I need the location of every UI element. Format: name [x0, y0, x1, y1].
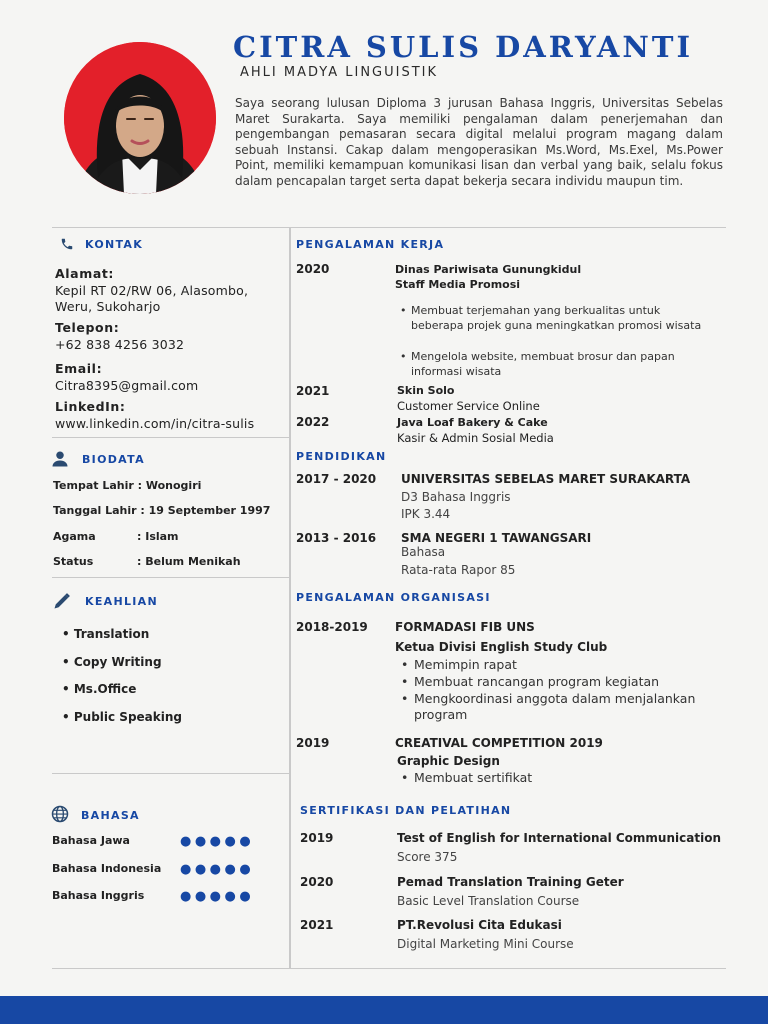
job-bullet: • Membuat terjemahan yang berkualitas untuk beberapa projek guna meningkatkan promosi wisata [400, 304, 702, 332]
cert-desc: Basic Level Translation Course [397, 894, 580, 908]
edu-detail: Rata-rata Rapor 85 [401, 563, 516, 577]
cert-year: 2019 [300, 831, 334, 845]
sertifikasi-heading: SERTIFIKASI DAN PELATIHAN [300, 804, 512, 817]
edu-detail: D3 Bahasa Inggris [401, 490, 511, 504]
column-divider [289, 228, 291, 968]
job-bullet: • Mengelola website, membuat brosur dan papan informasi wisata [400, 350, 675, 378]
profile-photo [64, 42, 216, 194]
telepon-label: Telepon: [55, 320, 120, 335]
biodata-tempat-lahir: Tempat Lahir : Wonogiri [53, 479, 202, 492]
org-bullet: • Mengkoordinasi anggota dalam menjalankan program [401, 691, 696, 722]
cert-title: PT.Revolusi Cita Edukasi [397, 918, 562, 932]
edu-years: 2017 - 2020 [296, 472, 377, 486]
org-bullet: • Membuat rancangan program kegiatan [401, 674, 660, 689]
org-years: 2019 [296, 736, 330, 750]
biodata-heading: BIODATA [82, 453, 145, 466]
divider [52, 968, 726, 969]
language-label: Bahasa Inggris [52, 889, 145, 902]
kerja-heading: PENGALAMAN KERJA [296, 238, 445, 251]
job-org: Skin Solo [397, 384, 455, 397]
job-position: Customer Service Online [397, 399, 540, 413]
telepon-value: +62 838 4256 3032 [55, 337, 185, 352]
language-level-dots: ●●●●● [180, 889, 255, 904]
email-label: Email: [55, 361, 103, 376]
org-bullet: • Membuat sertifikat [401, 770, 533, 785]
job-position: Kasir & Admin Sosial Media [397, 431, 554, 445]
job-org: Java Loaf Bakery & Cake [397, 416, 548, 429]
job-year: 2021 [296, 384, 330, 398]
keahlian-heading: KEAHLIAN [85, 595, 158, 608]
org-role: Ketua Divisi English Study Club [395, 640, 608, 654]
alamat-line2: Weru, Sukoharjo [55, 299, 161, 314]
edu-years: 2013 - 2016 [296, 531, 377, 545]
divider [52, 577, 290, 578]
profile-summary: Saya seorang lulusan Diploma 3 jurusan Bahasa Inggris, Universitas Sebelas Maret Surakarta. Saya memiliki pengalaman dalam penerjemahan dan pengembangan pemasaran secara digital melalui program magang dalam sebuah Instansi. Cakap dalam mengoperasikan Ms.Word, Ms.Exel, Ms.Power Point, memiliki kemampuan komunikasi lisan dan verbal yang baik, selalu fokus dalam pencapalan target serta dapat bekerja secara individu maupun tim. [235, 96, 723, 188]
divider [52, 227, 726, 228]
biodata-agama-value: : Islam [137, 530, 179, 543]
bahasa-heading: BAHASA [81, 809, 140, 822]
cert-year: 2021 [300, 918, 334, 932]
language-label: Bahasa Jawa [52, 834, 130, 847]
language-level-dots: ●●●●● [180, 862, 255, 877]
org-bullet: • Memimpin rapat [401, 657, 517, 672]
language-level-dots: ●●●●● [180, 834, 255, 849]
cert-title: Test of English for International Communication [397, 831, 721, 845]
pen-icon [52, 591, 72, 611]
org-years: 2018-2019 [296, 620, 368, 634]
org-role: Graphic Design [397, 754, 500, 768]
org-name: CREATIVAL COMPETITION 2019 [395, 736, 603, 750]
edu-detail: Bahasa [401, 545, 446, 559]
biodata-agama-label: Agama [53, 530, 96, 543]
biodata-tanggal-lahir: Tanggal Lahir : 19 September 1997 [53, 504, 271, 517]
edu-school: SMA NEGERI 1 TAWANGSARI [401, 531, 592, 545]
biodata-status-value: : Belum Menikah [137, 555, 241, 568]
linkedin-label: LinkedIn: [55, 399, 126, 414]
cert-year: 2020 [300, 875, 334, 889]
pendidikan-heading: PENDIDIKAN [296, 450, 387, 463]
org-name: FORMADASI FIB UNS [395, 620, 535, 634]
language-label: Bahasa Indonesia [52, 862, 162, 875]
biodata-status-label: Status [53, 555, 94, 568]
candidate-role: AHLI MADYA LINGUISTIK [240, 65, 439, 80]
phone-icon [60, 237, 74, 251]
alamat-label: Alamat: [55, 266, 115, 281]
candidate-name: CITRA SULIS DARYANTI [233, 30, 694, 64]
job-org: Dinas Pariwisata Gunungkidul [395, 263, 582, 276]
portrait-image [64, 42, 216, 194]
divider [52, 773, 290, 774]
email-value[interactable]: Citra8395@gmail.com [55, 378, 199, 393]
organisasi-heading: PENGALAMAN ORGANISASI [296, 591, 491, 604]
cert-desc: Score 375 [397, 850, 458, 864]
globe-icon [51, 805, 69, 823]
skill-item: • Ms.Office [62, 682, 137, 696]
alamat-line1: Kepil RT 02/RW 06, Alasombo, [55, 283, 249, 298]
job-position: Staff Media Promosi [395, 278, 521, 291]
cert-desc: Digital Marketing Mini Course [397, 937, 574, 951]
skill-item: • Translation [62, 627, 150, 641]
linkedin-value[interactable]: www.linkedin.com/in/citra-sulis [55, 416, 255, 431]
skill-item: • Public Speaking [62, 710, 182, 724]
skill-item: • Copy Writing [62, 655, 162, 669]
person-icon [51, 450, 69, 468]
cert-title: Pemad Translation Training Geter [397, 875, 624, 889]
footer-bar [0, 996, 768, 1024]
edu-detail: IPK 3.44 [401, 507, 451, 521]
kontak-heading: KONTAK [85, 238, 144, 251]
divider [52, 437, 290, 438]
job-year: 2022 [296, 415, 330, 429]
edu-school: UNIVERSITAS SEBELAS MARET SURAKARTA [401, 472, 691, 486]
job-year: 2020 [296, 262, 330, 276]
